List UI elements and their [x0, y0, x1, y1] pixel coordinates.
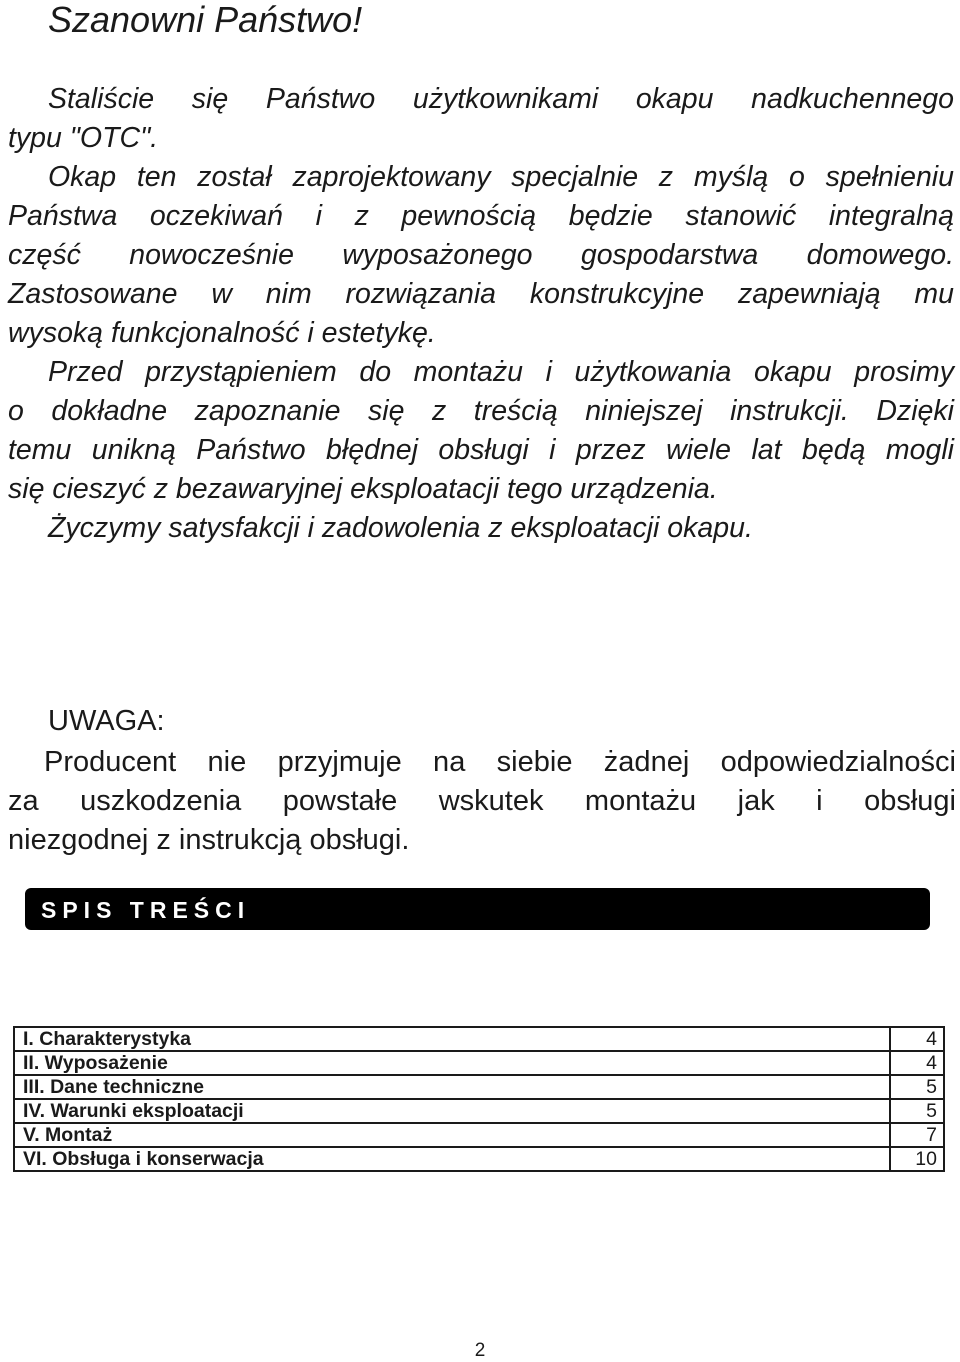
- intro-line: Przed przystąpieniem do montażu i użytkowania okapu prosimy: [48, 356, 954, 388]
- toc-entry-title: I. Charakterystyka: [14, 1027, 890, 1051]
- intro-line: o dokładne zapoznanie się z treścią niniejszej instrukcji. Dzięki: [8, 395, 954, 427]
- toc-entry-page: 10: [890, 1147, 944, 1171]
- toc-entry-title: VI. Obsługa i konserwacja: [14, 1147, 890, 1171]
- intro-line: Okap ten został zaprojektowany specjalnie z myślą o spełnieniu: [48, 161, 954, 193]
- intro-line: temu unikną Państwo błędnej obsługi i przez wiele lat będą mogli: [8, 434, 954, 466]
- toc-row: [14, 1123, 944, 1147]
- toc-entry-page: 5: [890, 1099, 944, 1123]
- intro-line: Zastosowane w nim rozwiązania konstrukcyjne zapewniają mu: [8, 278, 954, 310]
- toc-entry-title: II. Wyposażenie: [14, 1051, 890, 1075]
- toc-entry-title: V. Montaż: [14, 1123, 890, 1147]
- page-number: 2: [474, 1340, 486, 1361]
- intro-line: wysoką funkcjonalność i estetykę.: [8, 317, 436, 349]
- toc-entry-page: 7: [890, 1123, 944, 1147]
- toc-row: [14, 1099, 944, 1123]
- intro-line: Państwa oczekiwań i z pewnością będzie stanowić integralną: [8, 200, 954, 232]
- toc-row: [14, 1027, 944, 1051]
- toc-entry-page: 5: [890, 1075, 944, 1099]
- intro-line: Staliście się Państwo użytkownikami okapu nadkuchennego: [48, 83, 954, 115]
- toc-row: [14, 1051, 944, 1075]
- page-title: Szanowni Państwo!: [48, 0, 363, 40]
- toc-row: [14, 1075, 944, 1099]
- warning-line: Producent nie przyjmuje na siebie żadnej odpowiedzialności: [44, 746, 956, 778]
- intro-line: Życzymy satysfakcji i zadowolenia z eksploatacji okapu.: [48, 512, 753, 544]
- warning-line: niezgodnej z instrukcją obsługi.: [8, 824, 410, 856]
- warning-label: UWAGA:: [48, 705, 165, 737]
- warning-line: za uszkodzenia powstałe wskutek montażu jak i obsługi: [8, 785, 956, 817]
- intro-line: część nowocześnie wyposażonego gospodarstwa domowego.: [8, 239, 954, 271]
- toc-entry-title: IV. Warunki eksploatacji: [14, 1099, 890, 1123]
- intro-line: typu "OTC".: [8, 122, 159, 154]
- intro-line: się cieszyć z bezawaryjnej eksploatacji tego urządzenia.: [8, 473, 718, 505]
- toc-heading: SPIS TREŚCI: [41, 897, 251, 923]
- toc-row: [14, 1147, 944, 1171]
- toc-table: [13, 1026, 945, 1172]
- toc-banner: [25, 888, 930, 930]
- toc-entry-page: 4: [890, 1027, 944, 1051]
- toc-entry-title: III. Dane techniczne: [14, 1075, 890, 1099]
- toc-entry-page: 4: [890, 1051, 944, 1075]
